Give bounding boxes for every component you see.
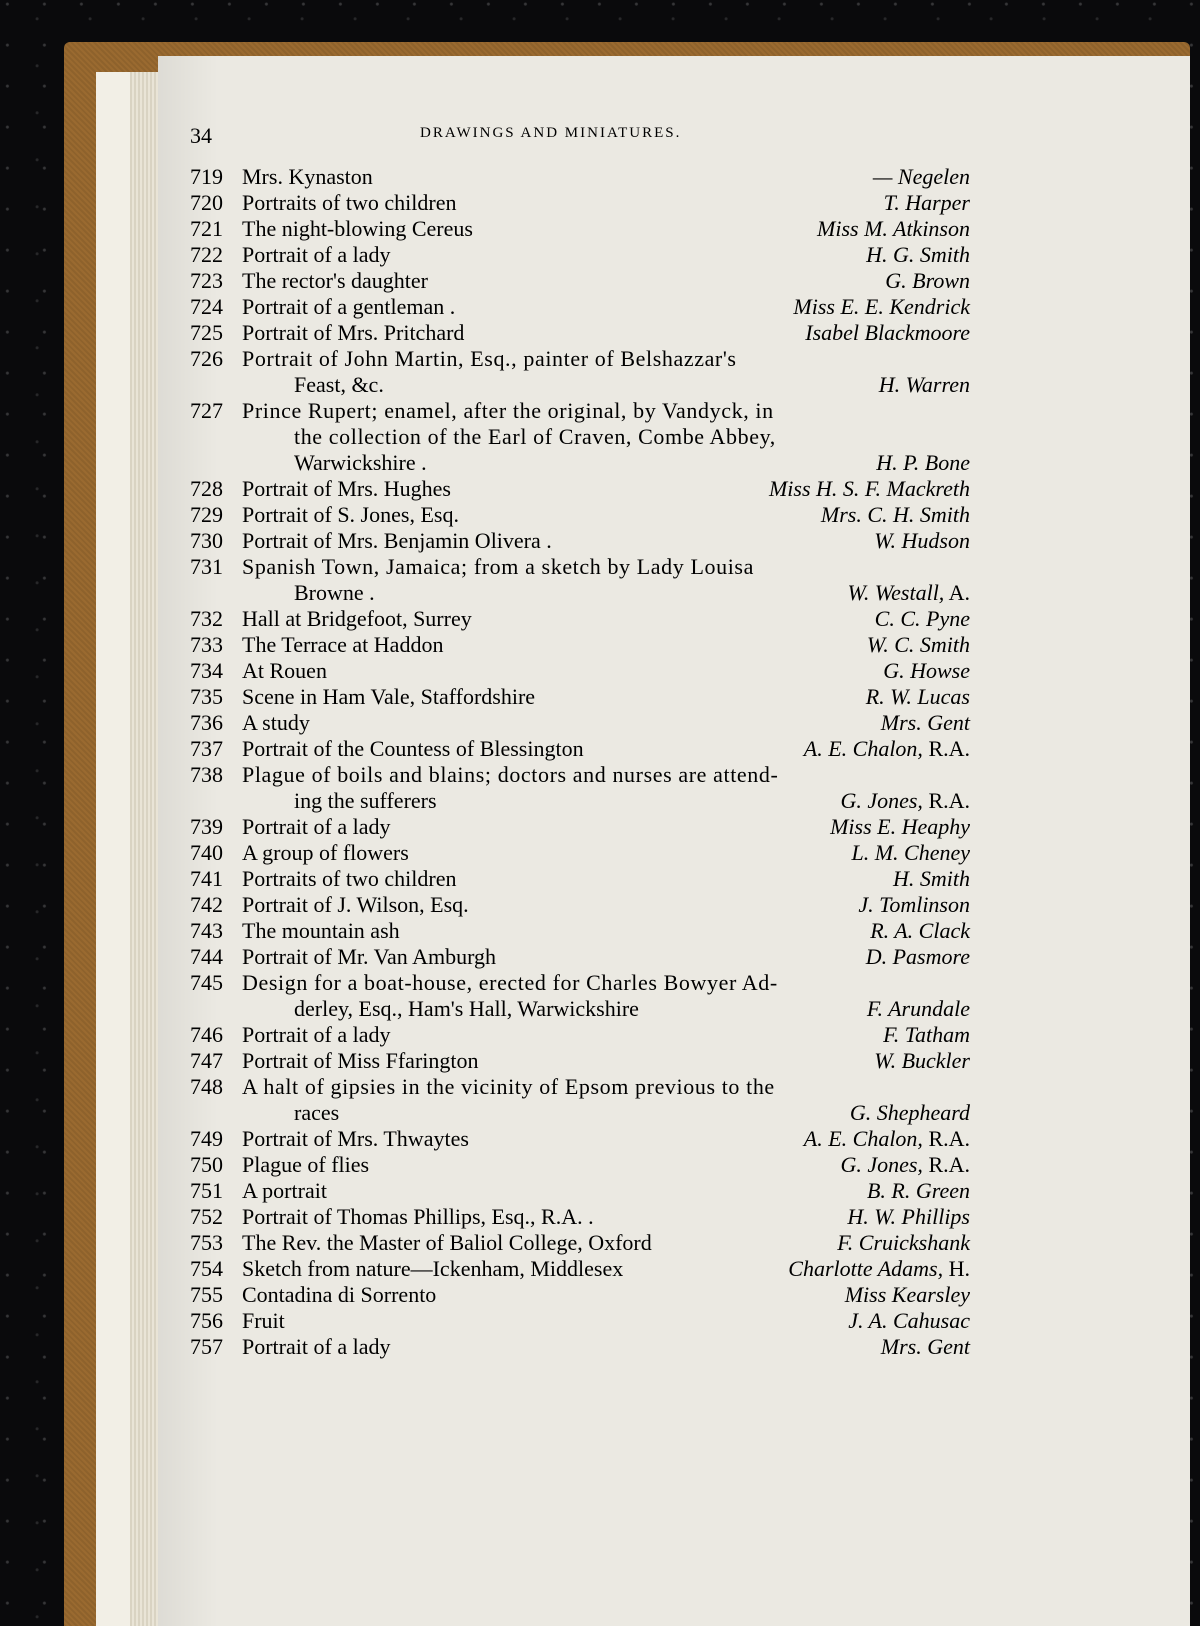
artist-suffix: R.A. xyxy=(922,736,970,761)
entry-artist xyxy=(821,502,970,528)
artist-name: Miss E. Heaphy xyxy=(830,814,970,839)
entry-title-line: The mountain ash xyxy=(242,918,400,943)
artist-name: Mrs. Gent xyxy=(880,710,970,735)
entry-title-line: Sketch from nature—Ickenham, Middlesex xyxy=(242,1256,624,1281)
entry-title-line: A group of flowers xyxy=(242,840,409,865)
entry-number: 726 xyxy=(190,346,223,371)
entry-title-line: Portrait of a lady xyxy=(242,1334,391,1359)
page-number: 34 xyxy=(190,123,212,148)
entry-title-line: the collection of the Earl of Craven, Combe Abbey, xyxy=(294,424,776,449)
entry-artist xyxy=(804,736,970,762)
entry-number: 727 xyxy=(190,398,223,423)
artist-name: Miss E. E. Kendrick xyxy=(793,294,970,319)
artist-name: L. M. Cheney xyxy=(851,840,970,865)
entry-number: 739 xyxy=(190,814,223,839)
entry-title-line: Portrait of a lady xyxy=(242,242,391,267)
entry-title-line: Feast, &c. xyxy=(294,372,384,397)
catalogue-entry xyxy=(190,1074,970,1126)
entry-number: 741 xyxy=(190,866,223,891)
catalogue-entry xyxy=(190,320,970,346)
artist-name: A. E. Chalon, xyxy=(803,1126,923,1151)
entry-number: 748 xyxy=(190,1074,223,1099)
entry-list xyxy=(190,164,970,1360)
entry-number: 744 xyxy=(190,944,223,969)
entry-artist xyxy=(867,632,970,658)
catalogue-entry xyxy=(190,1126,970,1152)
entry-number: 736 xyxy=(190,710,223,735)
catalogue-entry xyxy=(190,1230,970,1256)
entry-artist xyxy=(866,944,970,970)
catalogue-entry xyxy=(190,1204,970,1230)
artist-name: Miss Kearsley xyxy=(844,1282,970,1307)
catalogue-entry xyxy=(190,736,970,762)
entry-title-line: Portrait of Mrs. Thwaytes xyxy=(242,1126,469,1151)
catalogue-entry xyxy=(190,268,970,294)
entry-title-line: The night-blowing Cereus xyxy=(242,216,473,241)
entry-number: 745 xyxy=(190,970,223,995)
entry-number: 752 xyxy=(190,1204,223,1229)
entry-number: 756 xyxy=(190,1308,223,1333)
catalogue-entry xyxy=(190,762,970,814)
entry-number: 732 xyxy=(190,606,223,631)
entry-artist xyxy=(858,892,970,918)
entry-artist xyxy=(883,1022,970,1048)
catalogue-entry xyxy=(190,944,970,970)
entry-artist xyxy=(830,814,970,840)
entry-artist xyxy=(847,1204,970,1230)
entry-title-line: ing the sufferers xyxy=(294,788,437,813)
entry-artist xyxy=(840,1152,970,1178)
artist-name: Isabel Blackmoore xyxy=(805,320,970,345)
catalogue-entry xyxy=(190,606,970,632)
artist-name: Mrs. C. H. Smith xyxy=(820,502,970,527)
catalogue-entry xyxy=(190,346,970,398)
entry-title-line: races xyxy=(294,1100,340,1125)
entry-title-line: derley, Esq., Ham's Hall, Warwickshire xyxy=(294,996,639,1021)
catalogue-entry xyxy=(190,164,970,190)
catalogue-entry xyxy=(190,866,970,892)
artist-name: B. R. Green xyxy=(866,1178,970,1203)
entry-number: 731 xyxy=(190,554,223,579)
entry-title-line: A portrait xyxy=(242,1178,327,1203)
artist-name: G. Howse xyxy=(883,658,970,683)
catalogue-entry xyxy=(190,502,970,528)
entry-title-line: A study xyxy=(242,710,310,735)
catalogue-entry xyxy=(190,476,970,502)
entry-title-line: A halt of gipsies in the vicinity of Epsom previous to the xyxy=(242,1074,775,1099)
entry-number: 743 xyxy=(190,918,223,943)
entry-number: 733 xyxy=(190,632,223,657)
artist-name: H. W. Phillips xyxy=(847,1204,970,1229)
entry-artist xyxy=(837,1230,970,1256)
entry-artist xyxy=(874,528,970,554)
entry-number: 746 xyxy=(190,1022,223,1047)
catalogue-entry xyxy=(190,1152,970,1178)
entry-title-line: Design for a boat-house, erected for Charles Bowyer Ad- xyxy=(242,970,778,995)
entry-number: 753 xyxy=(190,1230,223,1255)
entry-artist xyxy=(867,1178,970,1204)
entry-title-line: Warwickshire . xyxy=(294,450,427,475)
entry-artist xyxy=(870,918,970,944)
artist-name: — Negelen xyxy=(872,164,970,189)
entry-number: 730 xyxy=(190,528,223,553)
catalogue-entry xyxy=(190,1334,970,1360)
catalogue-entry xyxy=(190,528,970,554)
entry-number: 720 xyxy=(190,190,223,215)
artist-name: J. A. Cahusac xyxy=(848,1308,970,1333)
entry-number: 751 xyxy=(190,1178,223,1203)
entry-number: 749 xyxy=(190,1126,223,1151)
artist-name: Miss H. S. F. Mackreth xyxy=(768,476,970,501)
catalogue-entry xyxy=(190,294,970,320)
catalogue-entry xyxy=(190,1256,970,1282)
catalogue-entry xyxy=(190,242,970,268)
entry-artist xyxy=(874,1048,970,1074)
entry-title-line: Scene in Ham Vale, Staffordshire xyxy=(242,684,536,709)
artist-name: G. Jones, xyxy=(840,788,923,813)
entry-artist xyxy=(876,450,970,476)
artist-name: J. Tomlinson xyxy=(858,892,970,917)
catalogue-entry xyxy=(190,1282,970,1308)
entry-title-line: Portrait of a gentleman . xyxy=(242,294,456,319)
catalogue-entry xyxy=(190,190,970,216)
entry-artist xyxy=(873,164,970,190)
artist-name: H. G. Smith xyxy=(866,242,970,267)
entry-title-line: Portrait of Mr. Van Amburgh xyxy=(242,944,497,969)
entry-title-line: Portrait of a lady xyxy=(242,1022,391,1047)
entry-artist xyxy=(788,1256,970,1282)
entry-artist xyxy=(884,190,970,216)
entry-title-line: Browne . xyxy=(294,580,375,605)
entry-title-line: The Terrace at Haddon xyxy=(242,632,444,657)
entry-artist xyxy=(769,476,970,502)
entry-title-line: Portrait of John Martin, Esq., painter of Belshazzar's xyxy=(242,346,737,371)
entry-number: 747 xyxy=(190,1048,223,1073)
entry-number: 757 xyxy=(190,1334,223,1359)
entry-artist xyxy=(805,320,970,346)
catalogue-entry xyxy=(190,710,970,736)
entry-artist xyxy=(867,996,970,1022)
catalogue-entry xyxy=(190,632,970,658)
artist-name: D. Pasmore xyxy=(865,944,970,969)
entry-title-line: Portrait of Mrs. Pritchard xyxy=(242,320,465,345)
entry-title-line: Fruit xyxy=(242,1308,285,1333)
entry-artist xyxy=(850,1100,970,1126)
entry-artist xyxy=(866,684,970,710)
entry-title-line: At Rouen xyxy=(242,658,327,683)
artist-name: W. Westall, xyxy=(847,580,945,605)
entry-title-line: Plague of flies xyxy=(242,1152,370,1177)
entry-artist xyxy=(848,1308,970,1334)
catalogue-entry xyxy=(190,970,970,1022)
artist-name: Charlotte Adams, xyxy=(788,1256,944,1281)
artist-name: W. C. Smith xyxy=(866,632,970,657)
entry-artist xyxy=(793,294,970,320)
artist-name: H. Smith xyxy=(893,866,970,891)
entry-artist xyxy=(817,216,970,242)
artist-name: Miss M. Atkinson xyxy=(817,216,970,241)
catalogue-entry xyxy=(190,216,970,242)
entry-number: 724 xyxy=(190,294,223,319)
entry-title-line: Portrait of the Countess of Blessington xyxy=(242,736,584,761)
artist-suffix: H. xyxy=(943,1256,970,1281)
artist-name: Mrs. Gent xyxy=(880,1334,970,1359)
artist-name: R. W. Lucas xyxy=(865,684,970,709)
entry-title-line: Portrait of J. Wilson, Esq. xyxy=(242,892,469,917)
catalogue-entry xyxy=(190,554,970,606)
artist-name: W. Hudson xyxy=(874,528,970,553)
catalogue-entry xyxy=(190,892,970,918)
entry-title-line: Spanish Town, Jamaica; from a sketch by Lady Louisa xyxy=(242,554,754,579)
catalogue-entry xyxy=(190,658,970,684)
catalogue-entry xyxy=(190,814,970,840)
entry-title-line: Hall at Bridgefoot, Surrey xyxy=(242,606,472,631)
catalogue-entry xyxy=(190,1308,970,1334)
entry-title-line: Plague of boils and blains; doctors and nurses are attend- xyxy=(242,762,779,787)
artist-name: C. C. Pyne xyxy=(874,606,970,631)
entry-title-line: Portrait of S. Jones, Esq. xyxy=(242,502,459,527)
artist-suffix: R.A. xyxy=(922,1152,970,1177)
entry-title-line: Portrait of Thomas Phillips, Esq., R.A. . xyxy=(242,1204,594,1229)
entry-number: 725 xyxy=(190,320,223,345)
entry-artist xyxy=(866,242,970,268)
entry-title-line: The Rev. the Master of Baliol College, Oxford xyxy=(242,1230,652,1255)
artist-name: T. Harper xyxy=(883,190,970,215)
entry-title-line: Portraits of two children xyxy=(242,866,457,891)
running-head: DRAWINGS AND MINIATURES. xyxy=(420,125,682,141)
entry-number: 728 xyxy=(190,476,223,501)
entry-artist xyxy=(848,580,970,606)
entry-title-line: Portrait of Mrs. Benjamin Olivera . xyxy=(242,528,552,553)
catalogue-entry xyxy=(190,1178,970,1204)
entry-artist xyxy=(883,658,970,684)
artist-name: R. A. Clack xyxy=(870,918,970,943)
entry-number: 735 xyxy=(190,684,223,709)
entry-artist xyxy=(885,268,970,294)
artist-name: F. Cruickshank xyxy=(837,1230,970,1255)
entry-artist xyxy=(881,1334,970,1360)
catalogue-entry xyxy=(190,684,970,710)
artist-name: H. Warren xyxy=(878,372,970,397)
entry-artist xyxy=(893,866,970,892)
catalogue-entry xyxy=(190,918,970,944)
catalogue-entry xyxy=(190,1022,970,1048)
entry-number: 754 xyxy=(190,1256,223,1281)
entry-title-line: Portrait of a lady xyxy=(242,814,391,839)
catalogue-entry xyxy=(190,1048,970,1074)
catalogue-entry xyxy=(190,840,970,866)
entry-number: 734 xyxy=(190,658,223,683)
entry-number: 721 xyxy=(190,216,223,241)
entry-title-line: Portrait of Mrs. Hughes xyxy=(242,476,451,501)
entry-artist xyxy=(840,788,970,814)
entry-title-line: Portrait of Miss Ffarington xyxy=(242,1048,479,1073)
entry-number: 729 xyxy=(190,502,223,527)
entry-artist xyxy=(875,606,970,632)
entry-number: 755 xyxy=(190,1282,223,1307)
artist-name: H. P. Bone xyxy=(876,450,970,475)
artist-name: A. E. Chalon, xyxy=(803,736,923,761)
artist-name: G. Jones, xyxy=(840,1152,923,1177)
entry-artist xyxy=(845,1282,970,1308)
entry-artist xyxy=(804,1126,970,1152)
entry-title-line: Contadina di Sorrento xyxy=(242,1282,437,1307)
artist-name: W. Buckler xyxy=(874,1048,970,1073)
catalogue-entry xyxy=(190,398,970,476)
entry-number: 723 xyxy=(190,268,223,293)
entry-number: 750 xyxy=(190,1152,223,1177)
artist-name: F. Tatham xyxy=(883,1022,970,1047)
entry-number: 740 xyxy=(190,840,223,865)
artist-name: G. Brown xyxy=(885,268,970,293)
entry-title-line: Portraits of two children xyxy=(242,190,457,215)
entry-artist xyxy=(851,840,970,866)
entry-title-line: Prince Rupert; enamel, after the original, by Vandyck, in xyxy=(242,398,774,423)
entry-number: 719 xyxy=(190,164,223,189)
entry-artist xyxy=(881,710,970,736)
entry-title-line: The rector's daughter xyxy=(242,268,428,293)
entry-artist xyxy=(879,372,970,398)
artist-suffix: R.A. xyxy=(922,788,970,813)
entry-number: 722 xyxy=(190,242,223,267)
entry-number: 742 xyxy=(190,892,223,917)
entry-number: 737 xyxy=(190,736,223,761)
entry-number: 738 xyxy=(190,762,223,787)
artist-name: F. Arundale xyxy=(866,996,970,1021)
entry-title-line: Mrs. Kynaston xyxy=(242,164,373,189)
artist-name: G. Shepheard xyxy=(849,1100,970,1125)
artist-suffix: R.A. xyxy=(922,1126,970,1151)
artist-suffix: A. xyxy=(944,580,970,605)
